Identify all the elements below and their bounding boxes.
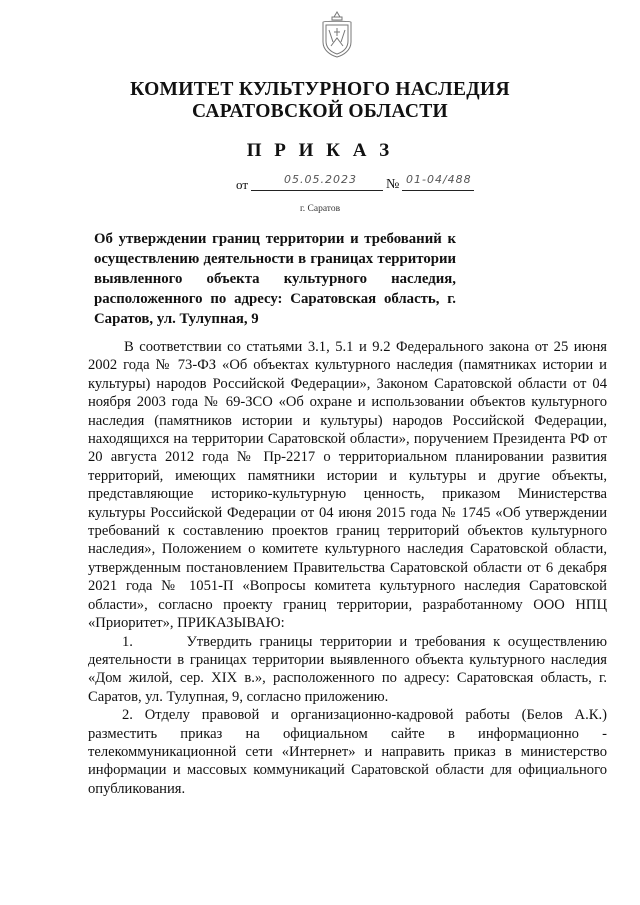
date-underline: [251, 190, 383, 191]
number-underline: [402, 190, 474, 191]
committee-name-line2: САРАТОВСКОЙ ОБЛАСТИ: [191, 101, 449, 122]
preamble-paragraph: В соответствии со статьями 3.1, 5.1 и 9.2 Федерального закона от 25 июня 2002 года № 73-ФЗ «Об объектах культурного наследия (памятниках истории и культуры) народов Российской Федерации», Законом Саратовской области от 04 ноября 2003 года № 69-ЗСО «Об охране и использовании объектов культурного наследия (памятников истории и культуры) народов Российской Федерации, находящихся на территории Саратовской области», поручением Президента РФ от 20 августа 2012 года № Пр-2217 о территориальном планировании развития территорий, имеющих памятники истории и культуры и другие объекты, представляющие историко-культурную ценность, приказом Министерства культуры Российской Федерации от 04 июня 2015 года № 1745 «Об утверждении требований к составлению проектов границ территорий объектов культурного наследия», Положением о комитете культурного наследия Саратовской области, утвержденным постановлением Правительства Саратовской области от 6 декабря 2021 года № 1051-П «Вопросы комитета культурного наследия Саратовской области», согласно проекту границ территории, разработанному ООО НПЦ «Приоритет», ПРИКАЗЫВАЮ:: [88, 339, 607, 632]
order-body: [88, 338, 607, 798]
date-value: 05.05.2023: [284, 173, 357, 186]
order-item-2: 2. Отделу правовой и организационно-кадровой работы (Белов А.К.) разместить приказ на официальном сайте в информационно - телекоммуникационной сети «Интернет» и направить приказ в министерство информации и массовых коммуникаций Саратовской области для официального опубликования.: [88, 707, 607, 797]
number-label: №: [386, 177, 400, 192]
coat-of-arms-icon: [317, 8, 357, 60]
city-line: г. Саратов: [299, 204, 341, 214]
order-item-1: 1. Утвердить границы территории и требования к осуществлению деятельности в границах территории выявленного объекта культурного наследия «Дом жилой, сер. XIX в.», расположенного по адресу: Саратовская область, г. Саратов, ул. Тулупная, 9, согласно приложению.: [88, 633, 607, 705]
document-type-title: П Р И К А З: [246, 140, 394, 161]
order-subject-text: Об утверждении границ территории и требований к осуществлению деятельности в границах территории выявленного объекта культурного наследия, расположенного по адресу: Саратовская область, г. Саратов, ул. Тулупная, 9: [94, 231, 456, 327]
order-date-number-line: [236, 175, 476, 195]
date-label: от: [236, 177, 249, 192]
number-value: 01-04/488: [406, 173, 472, 186]
committee-name-line1: КОМИТЕТ КУЛЬТУРНОГО НАСЛЕДИЯ: [130, 79, 510, 100]
order-subject: [94, 229, 456, 329]
